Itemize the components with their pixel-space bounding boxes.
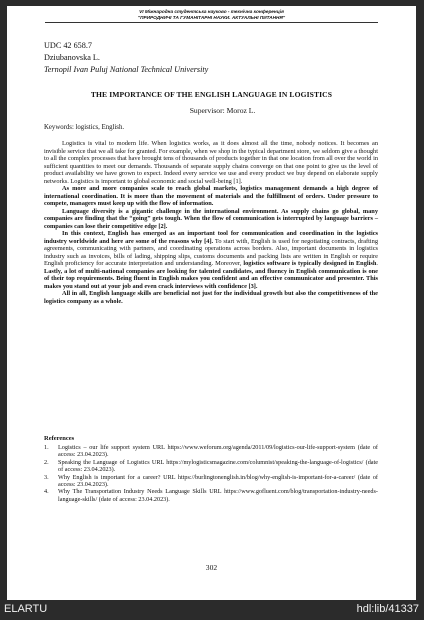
reference-text: Why English is important for a career? URL https://burlingtonenglish.in/blog/why-english-is-important-for-a-career/ (date of access: 23.04.2023). bbox=[58, 473, 378, 489]
paper-title: THE IMPORTANCE OF THE ENGLISH LANGUAGE IN LOGISTICS bbox=[90, 90, 333, 99]
reference-number: 1. bbox=[44, 444, 49, 451]
references-heading: References bbox=[44, 435, 75, 442]
handle-identifier: hdl:lib/41337 bbox=[356, 603, 419, 615]
bold-text: Lastly, bbox=[44, 267, 63, 275]
reference-number: 4. bbox=[44, 488, 49, 496]
author-name: Dziubanovska L. bbox=[44, 53, 100, 62]
text-run: To start with, English is used for negotiating contracts, drafting agreements, communicating with partners, and coordinating operations across borders. Also, important documents in logistics industry such as invoices, bills of lading, shipping slips, customs documents and packing lists are written in English or require English proficiency for accurate interpretation and understanding. Moreover, bbox=[44, 237, 378, 267]
reference-text: Why The Transportation Industry Needs Language Skills URL https://www.gofluent.com/blog/transportation-industry-needs-language-skills/ (date of access: 23.04.2023). bbox=[58, 488, 378, 503]
conference-header bbox=[7, 9, 416, 20]
reference-item bbox=[44, 474, 378, 489]
reference-text: Logistics – our life support system URL https://www.weforum.org/agenda/2011/09/logistics-our-life-support-system (date of access: 23.04.2023). bbox=[58, 444, 378, 459]
body-text bbox=[44, 140, 378, 305]
reference-item bbox=[44, 459, 378, 474]
paragraph bbox=[44, 230, 378, 290]
repository-label: ELARTU bbox=[4, 603, 48, 615]
reference-number: 3. bbox=[44, 473, 49, 481]
udc-code: UDC 42 658.7 bbox=[44, 41, 92, 50]
keywords: Keywords: logistics, English. bbox=[44, 124, 125, 131]
paragraph bbox=[44, 208, 378, 231]
reference-number: 2. bbox=[44, 458, 49, 466]
page-number: 302 bbox=[205, 563, 218, 572]
bold-text: As more and more companies scale to reach global markets, logistics management demands a high degree of international coordination. It is more than the movement of materials and the fulfillment of orders. Under pressure to compete, managers must keep up with the flow of information. bbox=[44, 185, 378, 207]
document-page bbox=[7, 6, 416, 600]
author-affiliation: Ternopil Ivan Puluj National Technical University bbox=[44, 65, 209, 74]
paragraph: Logistics is vital to modern life. When logistics works, as it does almost all the time, nobody notices. It becomes an invisible service that we all take for granted. For example, when we shop in the typical department store, we seldom give a thought to all the complex processes that have brought tens of thousands of products together in that one location from all over the world in sufficient quantities to meet our demands. Thousands of separate supply chains converge on that one point to give us the level of product availability we have grown to expect. Indeed every service we use and every product we buy depend on elaborate supply networks. Logistics is important to global economic and social well-being [1]. bbox=[44, 140, 378, 185]
references-list bbox=[44, 444, 378, 503]
bold-text: logistics software is typically designed in English bbox=[243, 260, 377, 267]
header-rule bbox=[45, 22, 378, 23]
bold-text: a lot of multi-national companies are looking for talented candidates, and fluency in English communication is one of their top requirements. Being fluent in English makes you confident and an effective communicator and presenter. This makes you stand out at your job and even crack interviews with confidence [3]. bbox=[44, 267, 378, 290]
reference-item bbox=[44, 488, 378, 503]
conference-header-line1: VI Міжнародна студентська науково - технічна конференція bbox=[139, 9, 284, 14]
conference-header-line2: "ПРИРОДНИЧІ ТА ГУМАНІТАРНІ НАУКИ. АКТУАЛЬНІ ПИТАННЯ" bbox=[137, 14, 286, 20]
bold-text: Language diversity is a gigantic challenge in the international environment. As supply chains go global, many companies are finding that the “going” gets tough. When the flow of communication is interrupted by language barriers – companies can lose their competitive edge [2]. bbox=[44, 207, 378, 230]
bold-text: All in all, English language skills are beneficial not just for the individual growth but also the competitiveness of the logistics company as a whole. bbox=[44, 290, 378, 305]
bold-text: In this context, English has emerged as an important tool for communication and coordination in the logistics industry worldwide and here are some of the reasons why [4]. bbox=[44, 230, 378, 245]
reference-text: Speaking the Language of Logistics URL https://mylogisticsmagazine.com/columnist/speaking-the-language-of-logistics/ (date of access: 23.04.2023). bbox=[58, 458, 378, 474]
supervisor: Supervisor: Moroz L. bbox=[189, 106, 256, 115]
paragraph bbox=[44, 290, 378, 305]
reference-item bbox=[44, 444, 378, 459]
text-run: . bbox=[376, 260, 378, 267]
paragraph bbox=[44, 185, 378, 208]
